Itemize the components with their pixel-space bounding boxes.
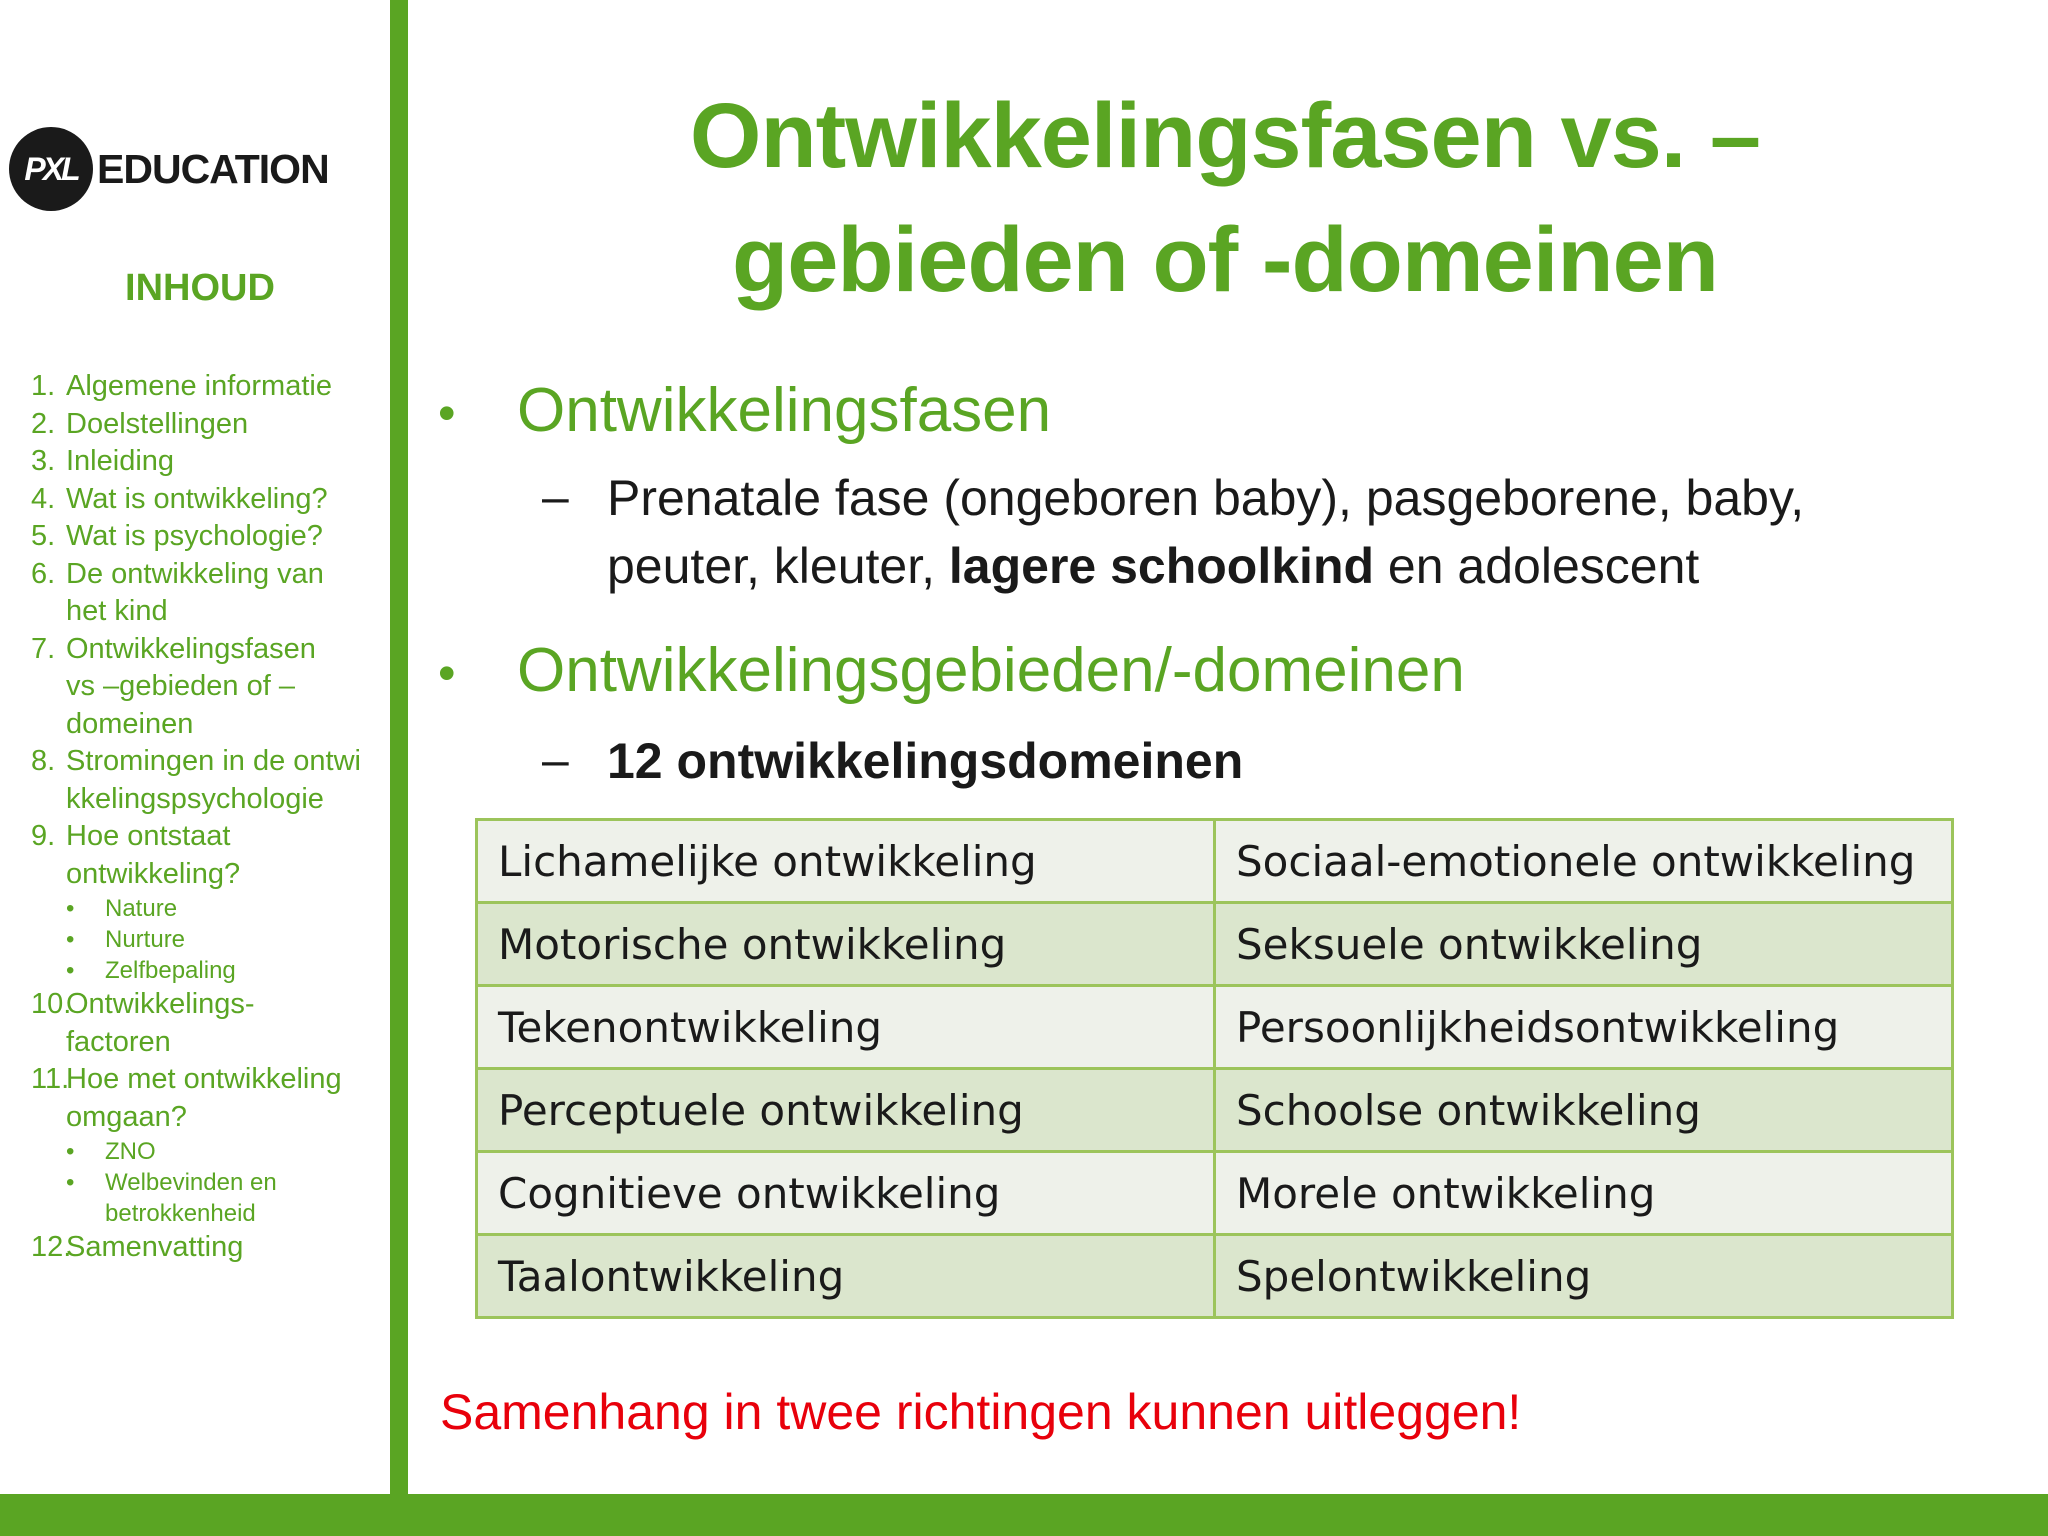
toc-subitem[interactable]: • Zelfbepaling xyxy=(66,957,236,984)
toc-item[interactable]: 3. Inleiding xyxy=(31,445,175,477)
vertical-divider xyxy=(390,0,408,1494)
table-of-contents xyxy=(31,368,391,1267)
logo-mark: PXL xyxy=(24,151,78,187)
bullet-icon: • xyxy=(438,385,456,441)
toc-heading: INHOUD xyxy=(125,267,275,309)
table-cell: Seksuele ontwikkeling xyxy=(1215,903,1953,986)
table-cell: Tekenontwikkeling xyxy=(477,986,1215,1069)
sidebar xyxy=(0,0,390,1494)
red-note: Samenhang in twee richtingen kunnen uitleggen! xyxy=(440,1384,1522,1440)
table-row xyxy=(477,1152,1953,1235)
dash-icon: – xyxy=(542,471,569,524)
subbullet-phases: Prenatale fase (ongeboren baby), pasgeborene, baby, peuter, kleuter, lagere schoolkind en adolescent xyxy=(607,470,1805,594)
pxl-education-logo xyxy=(9,127,387,212)
toc-item[interactable]: 11. Hoe met ontwikkeling omgaan? xyxy=(31,1063,342,1133)
table-cell: Persoonlijkheidsontwikkeling xyxy=(1215,986,1953,1069)
toc-item[interactable]: 12. Samenvatting xyxy=(31,1231,244,1263)
bullet-icon: • xyxy=(438,645,456,701)
toc-item[interactable]: 10. Ontwikkelings-factoren xyxy=(31,988,255,1058)
table-row xyxy=(477,986,1953,1069)
bullet-ontwikkelingsgebieden: Ontwikkelingsgebieden/-domeinen xyxy=(517,636,1465,705)
table-row xyxy=(477,1069,1953,1152)
table-cell: Sociaal-emotionele ontwikkeling xyxy=(1215,820,1953,903)
toc-item[interactable]: 4. Wat is ontwikkeling? xyxy=(31,482,328,515)
table-cell: Lichamelijke ontwikkeling xyxy=(477,820,1215,903)
bottom-bar xyxy=(0,1494,2048,1536)
table-row xyxy=(477,903,1953,986)
toc-subitem[interactable]: • ZNO xyxy=(66,1138,156,1165)
slide-title: Ontwikkelingsfasen vs. – gebieden of -domeinen xyxy=(689,85,1761,311)
toc-item[interactable]: 9. Hoe ontstaat ontwikkeling? xyxy=(31,820,241,890)
table-cell: Schoolse ontwikkeling xyxy=(1215,1069,1953,1152)
toc-subitem[interactable]: • Welbevinden en betrokkenheid xyxy=(66,1169,277,1227)
toc-subitem[interactable]: • Nurture xyxy=(66,926,186,953)
table-cell: Spelontwikkeling xyxy=(1215,1235,1953,1318)
toc-item[interactable]: 5. Wat is psychologie? xyxy=(31,520,323,552)
logo-text: EDUCATION xyxy=(97,146,329,192)
table-cell: Perceptuele ontwikkeling xyxy=(477,1069,1215,1152)
toc-item[interactable]: 6. De ontwikkeling van het kind xyxy=(31,557,324,627)
toc-item[interactable]: 2. Doelstellingen xyxy=(31,407,249,440)
toc-item[interactable]: 8. Stromingen in de ontwikkelingspsychologie xyxy=(31,745,361,815)
table-cell: Cognitieve ontwikkeling xyxy=(477,1152,1215,1235)
toc-item[interactable]: 1. Algemene informatie xyxy=(31,370,332,402)
table-cell: Motorische ontwikkeling xyxy=(477,903,1215,986)
table-cell: Morele ontwikkeling xyxy=(1215,1152,1953,1235)
table-cell: Taalontwikkeling xyxy=(477,1235,1215,1318)
subbullet-domains: 12 ontwikkelingsdomeinen xyxy=(607,733,1244,789)
toc-subitem[interactable]: • Nature xyxy=(66,895,178,922)
table-row xyxy=(477,820,1953,903)
dash-icon: – xyxy=(542,734,569,787)
table-row xyxy=(477,1235,1953,1318)
domains-table xyxy=(475,818,1954,1319)
bullet-ontwikkelingsfasen: Ontwikkelingsfasen xyxy=(517,376,1052,445)
toc-item-current[interactable]: 7. Ontwikkelingsfasen vs –gebieden of –domeinen xyxy=(31,632,316,740)
